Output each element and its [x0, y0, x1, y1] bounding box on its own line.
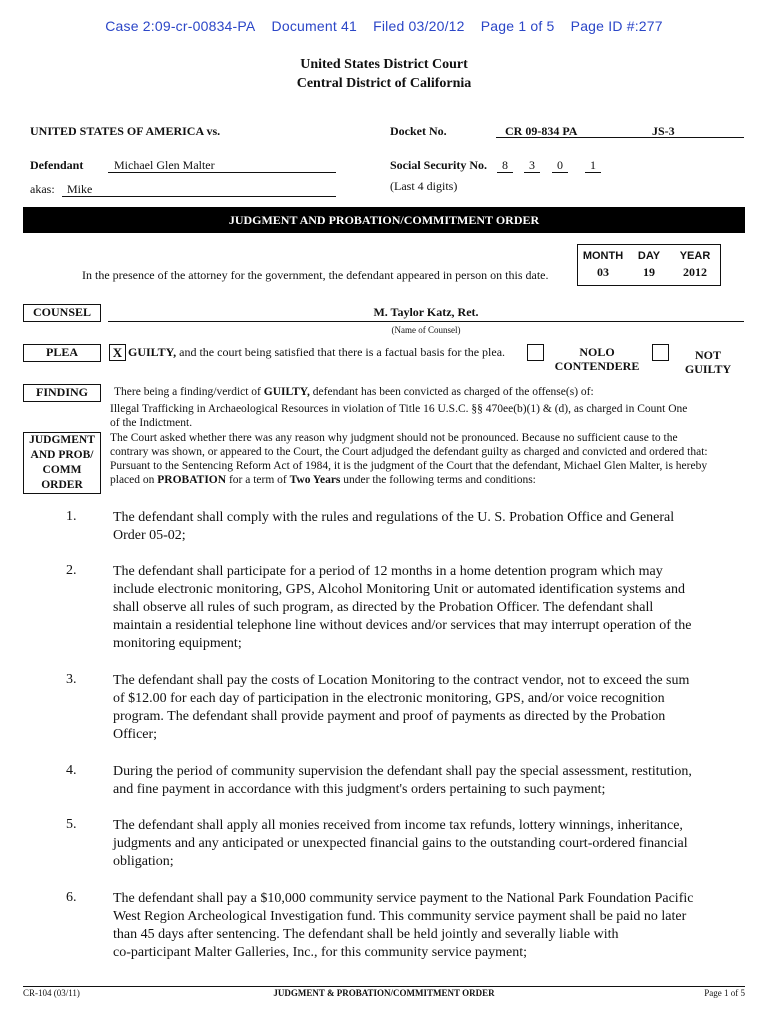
condition-line: Officer; [113, 727, 158, 742]
guilty-plea-text [128, 345, 505, 360]
plaintiff-caption: UNITED STATES OF AMERICA vs. [30, 124, 221, 138]
probation-word: PROBATION [157, 474, 227, 486]
condition-line: Order 05-02; [113, 528, 186, 543]
condition-line: The defendant shall pay the costs of Location Monitoring to the contract vendor, not to exceed the sum [113, 673, 690, 688]
case-number: Case 2:09-cr-00834-PA [105, 18, 256, 34]
nolo-checkbox[interactable] [527, 344, 544, 361]
month-label: MONTH [582, 250, 624, 262]
sentencing-date-box [577, 244, 721, 286]
guilty-word: GUILTY, [128, 345, 177, 359]
condition-text [113, 563, 743, 653]
condition-text [113, 672, 743, 744]
condition-line: and fine payment in accordance with this judgment's orders pertaining to such payment; [113, 782, 606, 797]
defendant-name: Michael Glen Malter [114, 158, 215, 172]
condition-line: include electronic monitoring, GPS, Alcohol Monitoring Unit or automated identification systems and [113, 582, 685, 597]
akas-field [62, 182, 336, 197]
condition-number: 4. [66, 763, 77, 778]
condition-line: The defendant shall apply all monies received from income tax refunds, lottery winnings, inheritance, [113, 818, 683, 833]
stamp-page: Page 1 of 5 [480, 18, 555, 34]
counsel-line [108, 321, 744, 322]
defendant-field [108, 158, 336, 173]
condition-line: maintain a residential telephone line without devices and/or services that may interrupt operation of the [113, 618, 692, 633]
condition-text [113, 817, 743, 871]
condition-line: program. The defendant shall provide payment and proof of payments as directed by the Probation [113, 709, 666, 724]
year-label: YEAR [679, 250, 711, 262]
year-value: 2012 [683, 265, 707, 279]
footer-title: JUDGMENT & PROBATION/COMMITMENT ORDER [273, 988, 495, 998]
judgment-line-3: Pursuant to the Sentencing Reform Act of 1984, it is the judgment of the Court that the defendant, Michael Glen Malter, is hereby [110, 460, 708, 472]
probation-term: Two Years [289, 474, 341, 486]
filed-date: Filed 03/20/12 [373, 18, 465, 34]
defendant-label: Defendant [30, 158, 84, 172]
court-line-2: Central District of California [296, 76, 472, 91]
condition-text [113, 890, 743, 962]
plea-label: PLEA [23, 344, 101, 362]
footer-form-number: CR-104 (03/11) [23, 988, 80, 998]
condition-line: During the period of community supervision the defendant shall pay the special assessment, restitution, [113, 764, 692, 779]
guilty-checkbox[interactable]: X [109, 344, 126, 361]
finding-guilty: GUILTY, [263, 386, 310, 398]
condition-text [113, 763, 743, 799]
condition-number: 2. [66, 563, 77, 578]
docket-value: CR 09-834 PA [505, 124, 578, 138]
condition-line: than 45 days after sentencing. The defendant shall be held jointly and severally liable with [113, 927, 619, 942]
finding-label: FINDING [23, 384, 101, 402]
court-title [0, 55, 768, 93]
counsel-label: COUNSEL [23, 304, 101, 322]
guilty-statement: and the court being satisfied that there is a factual basis for the plea. [179, 345, 506, 359]
condition-number: 3. [66, 672, 77, 687]
js-code: JS-3 [652, 124, 675, 138]
ssn-label: Social Security No. [390, 158, 487, 172]
condition-line: of $12.00 for each day of participation in the electronic monitoring, GPS, and/or voice recognition [113, 691, 665, 706]
judgment-line-4: placed on PROBATION for a term of Two Years under the following terms and conditions: [110, 474, 536, 486]
condition-line: shall observe all rules of such program, as directed by the Probation Officer. The defendant shall [113, 600, 654, 615]
counsel-caption: (Name of Counsel) [391, 325, 461, 335]
counsel-name: M. Taylor Katz, Ret. [373, 305, 479, 319]
presence-statement: In the presence of the attorney for the government, the defendant appeared in person on this date. [82, 268, 549, 282]
condition-line: West Region Archeological Investigation fund. This community service payment shall be paid no later [113, 909, 687, 924]
not-guilty-label: NOT GUILTY [684, 348, 732, 376]
ssn-digit: 1 [583, 158, 603, 173]
filing-stamp [0, 18, 768, 34]
condition-number: 5. [66, 817, 77, 832]
judgment-banner: JUDGMENT AND PROBATION/COMMITMENT ORDER [23, 207, 745, 233]
condition-number: 6. [66, 890, 77, 905]
not-guilty-checkbox[interactable] [652, 344, 669, 361]
offense-line-1: Illegal Trafficking in Archaeological Resources in violation of Title 16 U.S.C. §§ 470ee(b)(1) & (d), as charged in Count One [110, 403, 688, 415]
finding-text: There being a finding/verdict of GUILTY, defendant has been convicted as charged of the offense(s) of: [114, 386, 594, 398]
condition-line: The defendant shall comply with the rules and regulations of the U. S. Probation Office and General [113, 510, 675, 525]
month-value: 03 [597, 265, 609, 279]
akas-value: Mike [67, 182, 93, 196]
condition-line: monitoring equipment; [113, 636, 242, 651]
footer-page: Page 1 of 5 [704, 988, 745, 998]
day-label: DAY [637, 250, 661, 262]
condition-line: obligation; [113, 854, 174, 869]
docket-label: Docket No. [390, 124, 447, 138]
judgment-line-1: The Court asked whether there was any reason why judgment should not be pronounced. Because no sufficient cause to the [110, 432, 678, 444]
condition-number: 1. [66, 509, 77, 524]
akas-label: akas: [30, 182, 55, 196]
condition-text [113, 509, 743, 545]
offense-line-2: of the Indictment. [110, 417, 193, 429]
footer-rule [23, 986, 745, 987]
ssn-digit: 0 [550, 158, 570, 173]
condition-line: The defendant shall pay a $10,000 community service payment to the National Park Foundation Pacific [113, 891, 694, 906]
court-line-1: United States District Court [300, 57, 468, 72]
ssn-digit: 8 [495, 158, 515, 173]
page-id: Page ID #:277 [570, 18, 663, 34]
nolo-contendere-label: NOLO CONTENDERE [554, 345, 640, 373]
day-value: 19 [643, 265, 655, 279]
ssn-note: (Last 4 digits) [390, 179, 458, 193]
document-number: Document 41 [271, 18, 358, 34]
judgment-label: JUDGMENT AND PROB/ COMM ORDER [23, 432, 101, 494]
ssn-digit: 3 [522, 158, 542, 173]
condition-line: co-participant Malter Galleries, Inc., for this community service payment; [113, 945, 528, 960]
judgment-line-2: contrary was shown, or appeared to the Court, the Court adjudged the defendant guilty as charged and convicted and ordered that: [110, 446, 708, 458]
condition-line: The defendant shall participate for a period of 12 months in a home detention program which may [113, 564, 663, 579]
condition-line: judgments and any anticipated or unexpected financial gains to the outstanding court-ordered financial [113, 836, 688, 851]
